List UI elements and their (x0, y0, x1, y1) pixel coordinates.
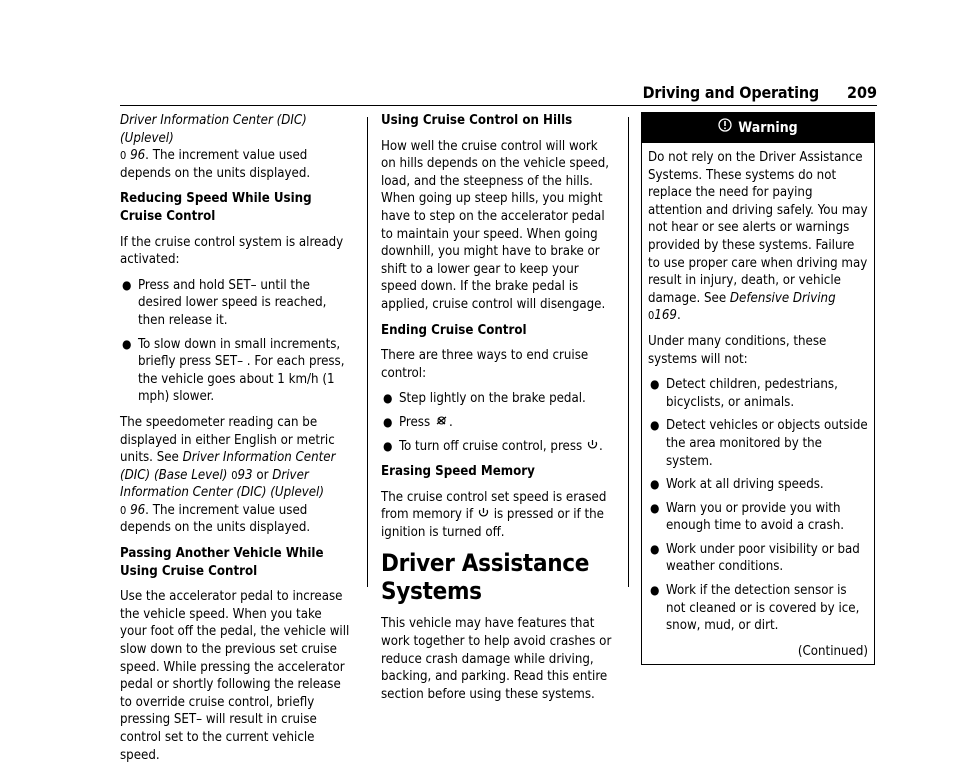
paragraph (120, 112, 352, 182)
cancel-cruise-icon (435, 414, 448, 432)
list-item (381, 390, 613, 408)
list-item-text: Step lightly on the brake pedal. (399, 391, 586, 407)
bullet-list (381, 390, 613, 455)
list-item (648, 476, 868, 494)
column-divider (367, 117, 368, 587)
xref-link[interactable]: Driver Information Center (DIC) (Uplevel) (120, 467, 324, 501)
page-header (120, 80, 877, 106)
bullet-icon: ● (383, 391, 393, 406)
list-item-text: . (598, 438, 603, 454)
header-rule (120, 105, 877, 106)
list-item (648, 376, 868, 411)
list-item (648, 541, 868, 576)
list-item (120, 336, 352, 406)
cruise-power-icon (587, 438, 598, 456)
list-item-text: Work under poor visibility or bad weather conditions. (666, 541, 860, 575)
warning-box (641, 112, 875, 665)
paragraph: Use the accelerator pedal to increase the vehicle speed. When you take your foot off the pedal, the vehicle will slow down to the previous set cruise speed. While pressing the accelerator pedal or shortly following the release to override cruise control, briefly pressing SET– will result in cruise control set to the current vehicle speed. (120, 589, 350, 763)
bullet-icon: ● (650, 477, 660, 492)
page-number: 209 (846, 83, 877, 102)
list-item-text: . (448, 414, 453, 430)
paragraph-text: Do not rely on the Driver Assistance Systems. These systems do not replace the need for paying attention and driving safely. You may not hear or see alerts or warnings provided by these systems. Failure to use proper care when driving may result in injury, death, or vehicle damage. See (648, 150, 868, 306)
xref-link[interactable]: Driver Information Center (DIC) (Base Level) (120, 450, 336, 483)
bullet-list (648, 376, 868, 635)
paragraph (648, 149, 868, 325)
paragraph (120, 414, 352, 537)
paragraph: There are three ways to end cruise control: (381, 348, 589, 381)
page-ref[interactable]: 96 (130, 148, 146, 164)
page-ref[interactable]: 96 (130, 502, 146, 518)
paragraph: How well the cruise control will work on hills depends on the vehicle speed, load, and the steepness of the hills. When going up steep hills, you might have to step on the accelerator pedal to maintain your speed. When going downhill, you might have to brake or shift to a lower gear to keep your speed down. If the brake pedal is applied, cruise control will disengage. (381, 138, 610, 312)
list-item-text: Detect vehicles or objects outside the area monitored by the system. (666, 418, 868, 469)
xref-link[interactable]: Driver Information Center (DIC) (Uplevel) (120, 113, 307, 146)
page-ref[interactable]: 93 (237, 467, 253, 483)
warning-header (642, 113, 874, 143)
cruise-power-icon (478, 506, 489, 524)
list-item (381, 414, 613, 432)
subheading: Passing Another Vehicle While Using Cruise Control (120, 546, 324, 579)
column-right (641, 112, 875, 665)
list-item-text: Warn you or provide you with enough time to avoid a crash. (666, 500, 844, 534)
list-item-text: To turn off cruise control, press (399, 438, 586, 454)
list-item-text: Detect children, pedestrians, bicyclists, or animals. (666, 377, 838, 410)
xref-link[interactable]: Defensive Driving (729, 290, 836, 306)
paragraph: Under many conditions, these systems will not: (648, 333, 827, 367)
subheading: Using Cruise Control on Hills (381, 113, 573, 128)
continued-label: (Continued) (797, 643, 868, 659)
paragraph-text: The cruise control set speed is erased from memory if (381, 489, 607, 523)
paragraph-text: . (676, 308, 681, 324)
column-left (120, 112, 352, 772)
paragraph: This vehicle may have features that work together to help avoid crashes or reduce crash damage while driving, backing, and parking. Read this entire section before using these systems. (381, 616, 612, 702)
bullet-icon: ● (383, 414, 393, 429)
list-item-text: To slow down in small increments, briefly press SET– . For each press, the vehicle goes about 1 km/h (1 mph) slower. (138, 336, 345, 405)
list-item (648, 500, 868, 535)
bullet-list (120, 277, 352, 406)
column-divider (628, 117, 629, 587)
list-item-text: Work at all driving speeds. (666, 477, 824, 493)
paragraph-text: is pressed or if the ignition is turned off. (381, 507, 604, 540)
bullet-icon: ● (650, 583, 660, 598)
list-item (648, 417, 868, 470)
warning-body (642, 143, 874, 664)
paragraph-text: . The increment value used depends on the units displayed. (120, 148, 311, 181)
bullet-icon: ● (650, 418, 660, 433)
subheading: Ending Cruise Control (381, 322, 527, 338)
xref-arrow-icon: 0 (120, 149, 127, 163)
chapter-title: Driving and Operating (642, 83, 819, 102)
warning-heading: Warning (738, 120, 798, 136)
bullet-icon: ● (122, 277, 132, 292)
column-middle (381, 112, 613, 711)
paragraph-text: The speedometer reading can be displayed in either English or metric units. See (120, 414, 335, 466)
list-item-text: Press (399, 414, 434, 430)
paragraph: If the cruise control system is already activated: (120, 234, 344, 268)
paragraph (381, 489, 613, 542)
warning-icon (718, 113, 732, 143)
bullet-icon: ● (650, 500, 660, 515)
list-item-text: Work if the detection sensor is not cleaned or is covered by ice, snow, mud, or dirt. (666, 583, 860, 634)
bullet-icon: ● (122, 336, 132, 351)
list-item-text: Press and hold SET– until the desired lower speed is reached, then release it. (138, 277, 327, 328)
paragraph-text: . The increment value used depends on the units displayed. (120, 502, 311, 536)
xref-arrow-icon: 0 (231, 468, 238, 482)
subheading: Erasing Speed Memory (381, 464, 535, 480)
bullet-icon: ● (650, 541, 660, 556)
list-item (120, 277, 352, 330)
bullet-icon: ● (650, 377, 660, 392)
list-item (648, 582, 868, 635)
section-title: Driver Assistance Systems (381, 549, 590, 606)
subheading: Reducing Speed While Using Cruise Control (120, 191, 312, 224)
page-ref[interactable]: 169 (654, 308, 677, 324)
xref-arrow-icon: 0 (120, 503, 127, 517)
paragraph-text: or (252, 467, 273, 483)
xref-arrow-icon: 0 (648, 309, 655, 323)
bullet-icon: ● (383, 438, 393, 453)
list-item (381, 438, 613, 456)
